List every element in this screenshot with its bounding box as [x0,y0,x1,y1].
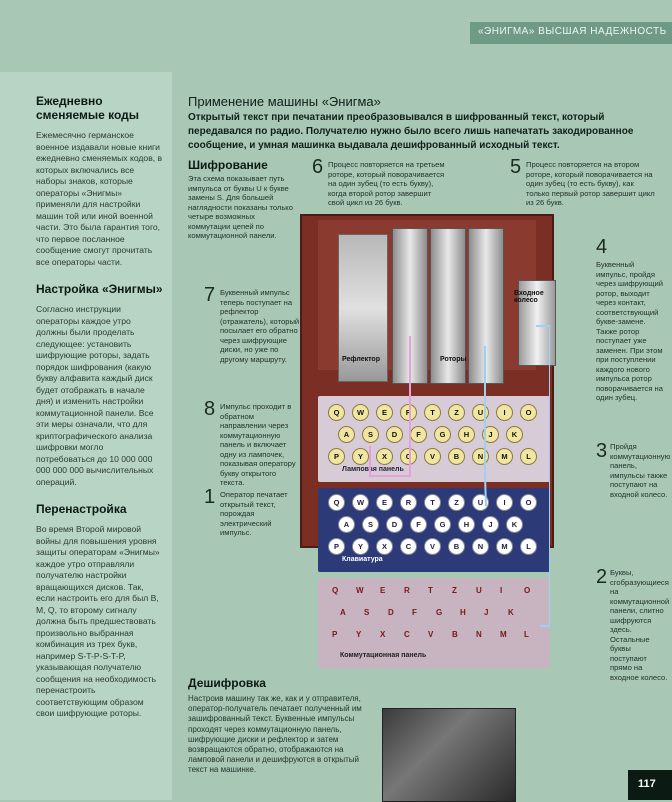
plug-j: J [484,608,489,617]
plug-c: C [404,630,410,639]
lamp-n: N [472,448,489,465]
lamp-k: K [506,426,523,443]
step-2-text: Буквы, сгобразующиеся на коммутационной панели, слитно шифруются здесь. Остальные буквы поступают прямо на входное колесо. [610,568,670,682]
step-6-text: Процесс повторяется на третьем роторе, который поворачивается на один зубец (то есть букву), когда второй ротор завершит свой цикл из 26 букв. [328,160,445,207]
signal-path [300,186,550,668]
step-8-number: 8 [204,398,216,420]
key-z[interactable]: Z [448,494,465,511]
plug-v: V [428,630,434,639]
path-forward [485,346,486,506]
sidebar-text-2: Согласно инструкции операторы каждое утро должны были проделать следующее: установить шифрующие роторы, задать порядок шифрования (какую букву алфавита каждый диск будет отображать в начале дня) и изменить настройки коммутационной панели. Все эти меры означали, что для криптографического анализа шифровки могло потребоваться до 10 000 000 000 000 000 вычислительных операций. [36,304,154,487]
plug-l: L [524,630,529,639]
plug-x: X [380,630,386,639]
step-5-number: 5 [510,156,522,178]
lamp-s: S [362,426,379,443]
key-m[interactable]: M [496,538,513,555]
keyboard-label: Клавиатура [342,556,383,563]
lamp-panel-label: Ламповая панель [342,466,404,473]
plug-n: N [476,630,482,639]
encrypt-text: Эта схема показывает путь импульса от буквы U к букве замены S. Для большей наглядности показаны только четыре возможных коммутации цепей по коммутационной панели. [188,174,293,240]
key-e[interactable]: E [376,494,393,511]
step-1-number: 1 [204,486,216,508]
lamp-i: I [496,404,513,421]
step-6-number: 6 [312,156,324,178]
plug-a: A [340,608,346,617]
sidebar-text-3: Во время Второй мировой войны для повышения уровня защиты операторам «Энигмы» каждое утро отправляли получателю настройки вращающихся дисков. Так, если настроить его для был В, М, Q, то второму сигналу должна быть предшествовать произвольно выбранная комбинация из трех букв, например S-T-P-S-T-P, указывающая получателю сообщения на необходимость перенастроить соответствующим образом свои шифрующие роторы. [36,524,160,718]
key-n[interactable]: N [472,538,489,555]
plug-f: F [412,608,417,617]
sidebar-heading-1: Ежедневно сменяемые коды [36,94,140,122]
key-j[interactable]: J [482,516,499,533]
step-1-text: Оператор печатает открытый текст, порождая электрический импульс. [220,490,288,537]
lamp-z: Z [448,404,465,421]
key-c[interactable]: C [400,538,417,555]
step-4-number: 4 [596,236,608,258]
key-d[interactable]: D [386,516,403,533]
key-i[interactable]: I [496,494,513,511]
page-header [0,0,672,72]
lamp-p: P [328,448,345,465]
running-title: «ЭНИГМА» ВЫСШАЯ НАДЕЖНОСТЬ [478,26,667,37]
path-plug [536,326,550,626]
enigma-diagram [300,186,550,668]
key-v[interactable]: V [424,538,441,555]
step-3-number: 3 [596,440,608,462]
step-2-number: 2 [596,566,608,588]
plug-p: P [332,630,338,639]
sidebar-heading-2: Настройка «Энигмы» [36,282,163,296]
key-h[interactable]: H [458,516,475,533]
sidebar-heading-3: Перенастройка [36,502,127,516]
key-q[interactable]: Q [328,494,345,511]
plug-z: Z [452,586,457,595]
plug-o: O [524,586,531,595]
key-f[interactable]: F [410,516,427,533]
lamp-t: T [424,404,441,421]
plug-m: M [500,630,507,639]
step-7-number: 7 [204,284,216,306]
path-return [370,336,410,476]
article-title: Применение машины «Энигма» [188,94,381,109]
step-7-text: Буквенный импульс теперь поступает на рефлектор (отражатель), который посылает его обратно через шифрующие диски, но уже по другому маршруту. [220,288,300,364]
sidebar [0,72,172,800]
step-8-text: Импульс проходит в обратном направлении через коммутационную панель и включает одну из лампочек, показывая оператору букву открытого текста. [220,402,296,487]
lamp-u: U [472,404,489,421]
step-4-text: Буквенный импульс, пройдя через шифрующий ротор, выходит через контакт, соответствующий букве-замене. Также ротор поступает уже заменен. При этом при поступлении каждого нового импульса ротор поворачивается на один зубец. [596,260,663,402]
plug-r: R [404,586,410,595]
plugboard-label: Коммутационная панель [340,652,427,659]
decrypt-text: Настроив машину так же, как и у отправителя, оператор-получатель печатает полученный им зашифрованный текст. Буквенные импульсы проходят через коммутационную панель, шифрующие диски и рефлектор и затем возвращаются обратно, отображаются на ламповой панели и дешифруются в открытый текст на машинке. [188,694,362,775]
reflector-label: Рефлектор [342,356,380,363]
step-5-text: Процесс повторяется на втором роторе, который поворачивается на один зубец (то есть букву), как только первый ротор завершит цикл из 26 букв. [526,160,655,207]
plug-t: T [428,586,433,595]
lamp-r: R [400,404,417,421]
key-b[interactable]: B [448,538,465,555]
key-w[interactable]: W [352,494,369,511]
key-t[interactable]: T [424,494,441,511]
rotors-label: Роторы [440,356,467,363]
plug-w: W [356,586,364,595]
key-x[interactable]: X [376,538,393,555]
key-p[interactable]: P [328,538,345,555]
key-a[interactable]: A [338,516,355,533]
plug-s: S [364,608,370,617]
decrypt-heading: Дешифровка [188,676,266,690]
lamp-w: W [352,404,369,421]
lamp-h: H [458,426,475,443]
lamp-l: L [520,448,537,465]
encrypt-heading: Шифрование [188,158,268,172]
plug-i: I [500,586,503,595]
key-g[interactable]: G [434,516,451,533]
key-r[interactable]: R [400,494,417,511]
lamp-b: B [448,448,465,465]
lamp-f: F [410,426,427,443]
lamp-o: O [520,404,537,421]
entry-label: Входное колесо [514,290,544,304]
lamp-j: J [482,426,499,443]
sidebar-text-1: Ежемесячно германское военное издавали новые книги ежедневно сменяемых кодов, в которых включались все наборы знаков, которые операторы «Энигмы» применяли для настройки машин той или иной военной части. Это была гарантия того, что первое посланное сообщение смогут прочитать все операторы части. [36,130,163,267]
page-number-box [628,770,672,800]
plug-b: B [452,630,458,639]
plug-q: Q [332,586,339,595]
lamp-x: X [376,448,393,465]
page-number: 117 [638,778,656,790]
key-y[interactable]: Y [352,538,369,555]
plug-y: Y [356,630,362,639]
lamp-a: A [338,426,355,443]
plug-k: K [508,608,514,617]
lamp-y: Y [352,448,369,465]
lamp-v: V [424,448,441,465]
lamp-m: M [496,448,513,465]
plug-e: E [380,586,386,595]
plug-g: G [436,608,443,617]
lamp-g: G [434,426,451,443]
key-l[interactable]: L [520,538,537,555]
plug-h: H [460,608,466,617]
article-lead: Открытый текст при печатании преобразовывался в шифрованный текст, который передавался по радио. Получателю нужно было всего лишь напечатать закодированное сообщение, и умная машинка выдавала дешифрованный исходный текст. [188,112,634,151]
plug-u: U [476,586,482,595]
lamp-d: D [386,426,403,443]
step-3-text: Пройдя коммутационную панель, импульсы также поступают на входной колесо. [610,442,671,499]
key-s[interactable]: S [362,516,379,533]
key-u[interactable]: U [472,494,489,511]
plug-d: D [388,608,394,617]
key-o[interactable]: O [520,494,537,511]
lamp-e: E [376,404,393,421]
operators-photo [382,708,516,802]
lamp-q: Q [328,404,345,421]
key-k[interactable]: K [506,516,523,533]
lamp-c: C [400,448,417,465]
